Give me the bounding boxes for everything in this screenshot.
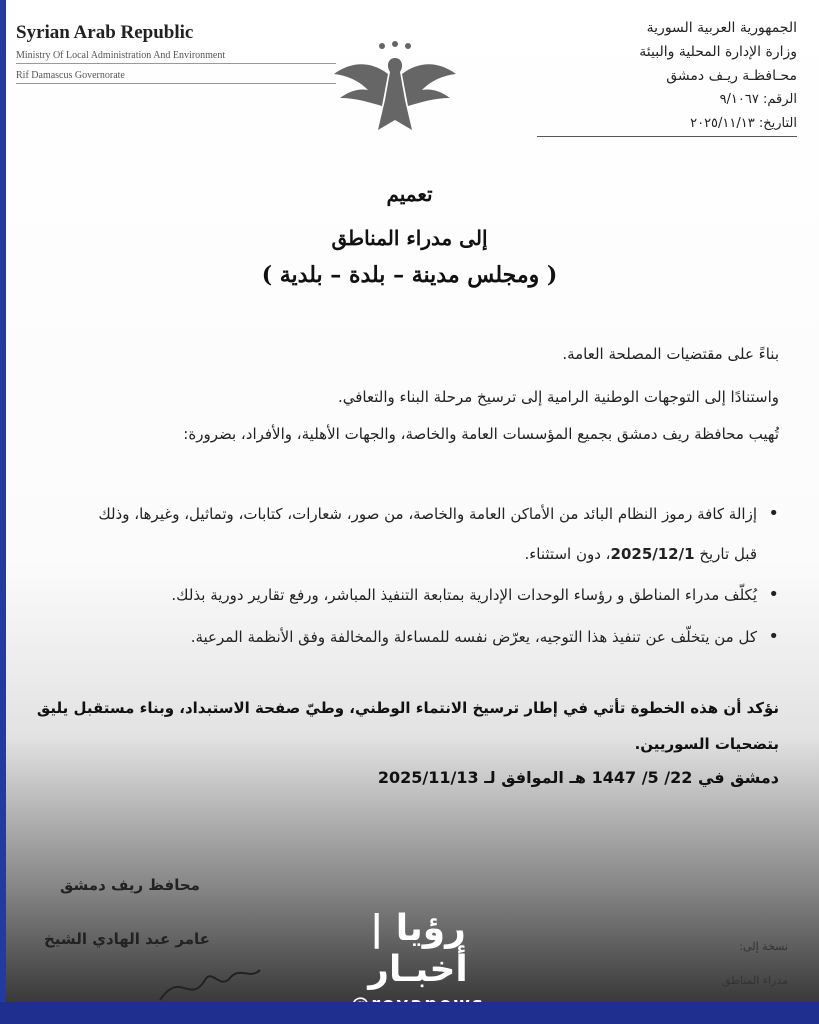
issue-date [537, 112, 797, 137]
header-arabic [537, 16, 797, 137]
deadline-suffix: ، دون استثناء. [524, 545, 611, 563]
addressee: إلى مدراء المناطق [331, 226, 488, 250]
preamble-3: تُهيب محافظة ريف دمشق بجميع المؤسسات العامة والخاصة، والجهات الأهلية، والأفراد، بضرورة: [183, 425, 779, 443]
number-label: الرقم: [763, 92, 797, 107]
signature-scribble-icon [150, 950, 270, 1010]
list-item [25, 494, 785, 574]
date-value: ٢٠٢٥/١١/١٣ [690, 116, 755, 131]
list-item: • يُكلّف مدراء المناطق و رؤساء الوحدات الإدارية بمتابعة التنفيذ المباشر، ورفع تقارير دورية بذلك. [25, 574, 785, 616]
document-type: تعميم [386, 182, 433, 206]
list-item: • كل من يتخلّف عن تنفيذ هذا التوجيه، يعرّض نفسه للمساءلة والمخالفة وفق الأنظمة المرعية. [25, 616, 785, 658]
preamble-2: واستنادًا إلى التوجهات الوطنية الرامية إلى ترسيخ مرحلة البناء والتعافي. [337, 388, 779, 406]
governorate-ar: محـافظـة ريـف دمشق [666, 68, 797, 84]
date-label: التاريخ: [758, 116, 797, 131]
directive-1-line2 [25, 534, 757, 574]
reference-number [537, 88, 797, 112]
deadline-date: 2025/12/1 [610, 545, 695, 563]
number-value: ٩/١٠٦٧ [719, 92, 759, 107]
ministry-ar: وزارة الإدارة المحلية والبيئة [639, 44, 797, 60]
frame-left-border [0, 0, 6, 1024]
copies-label: نسخة إلى: [739, 940, 788, 953]
roya-news-logo: رؤيا | أخبـار [368, 908, 468, 990]
frame-bottom-bar [0, 1002, 819, 1024]
header-english [16, 22, 336, 84]
closing-statement: نؤكد أن هذه الخطوة تأتي في إطار ترسيخ الانتماء الوطني، وطيّ صفحة الاستبداد، وبناء مستقبل يليق بتضحيات السوريين. [36, 699, 779, 753]
deadline-prefix: قبل تاريخ [699, 545, 757, 563]
addressee-councils: ( ومجلس مدينة – بلدة – بلدية ) [261, 262, 558, 288]
copies-to [598, 930, 788, 998]
signatory-name: عامر عبد الهادي الشيخ [44, 930, 210, 948]
eagle-emblem-icon [330, 40, 460, 140]
directive-1-line1: • إزالة كافة رموز النظام البائد من الأماكن العامة والخاصة، من صور، شعارات، كتابات، وتماثيل، وغيرها، وذلك [98, 505, 757, 523]
signatory-title: محافظ ريف دمشق [60, 876, 200, 894]
copies-line: مدراء المناطق [721, 974, 788, 987]
country-en: Syrian Arab Republic [16, 22, 194, 43]
preamble-1: بناءً على مقتضيات المصلحة العامة. [562, 345, 779, 363]
governorate-en: Rif Damascus Governorate [16, 70, 336, 84]
ministry-en: Ministry Of Local Administration And Environment [16, 50, 336, 64]
country-ar: الجمهورية العربية السورية [646, 20, 797, 36]
news-watermark [318, 908, 518, 1015]
directive-list [25, 494, 785, 658]
dateline: دمشق في 22/ 5/ 1447 هـ الموافق لـ 2025/11/13 [377, 768, 779, 787]
